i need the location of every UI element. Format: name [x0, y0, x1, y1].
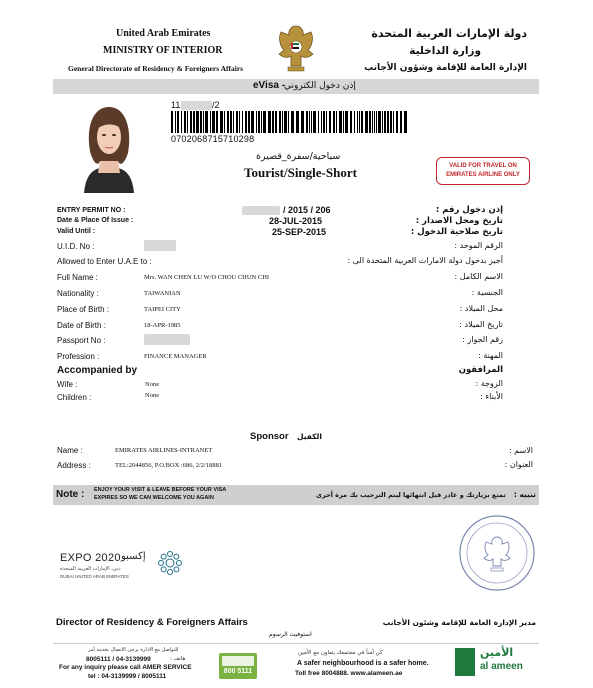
footer-tel: tel : 04-3139999 / 8005111 — [88, 673, 167, 680]
fees-ar: استوفيت الرسوم — [269, 631, 312, 638]
barcode-bar — [369, 111, 371, 133]
children-value: None — [145, 392, 160, 399]
profession-label: Profession : — [57, 352, 100, 361]
footer-divider — [53, 643, 539, 644]
country-ar: دولة الإمارات العربية المتحدة — [371, 27, 527, 40]
nationality-label: Nationality : — [57, 289, 99, 298]
barcode-bar — [216, 111, 218, 133]
redacted-passport — [144, 334, 190, 345]
expo-logo-en: EXPO 2020 — [60, 552, 121, 564]
barcode-bar — [187, 111, 188, 133]
uid-label-ar: الرقم الموحد : — [454, 241, 503, 250]
barcode-bar — [361, 111, 363, 133]
directorate-en: General Directorate of Residency & Foreigners Affairs — [68, 64, 244, 73]
accompanied-heading-ar: المرافقون — [458, 365, 503, 375]
barcode-number: 0702068715710298 — [171, 134, 255, 144]
barcode-bar — [313, 111, 316, 133]
barcode-bar — [263, 111, 266, 133]
barcode-bar — [245, 111, 247, 133]
sponsor-name-label: Name : — [57, 446, 83, 455]
alameen-toll: Toll free 8004888. www.alameen.ae — [295, 670, 403, 677]
barcode-bar — [400, 111, 402, 133]
date-birth-label: Date of Birth : — [57, 321, 106, 330]
country-en: United Arab Emirates — [116, 28, 211, 39]
barcode-bar — [248, 111, 250, 133]
nationality-value: TAIWANIAN — [144, 290, 181, 297]
accompanied-heading: Accompanied by — [57, 365, 138, 376]
applicant-photo — [80, 101, 138, 193]
valid-until-value: 25-SEP-2015 — [272, 227, 327, 237]
barcode-bar — [329, 111, 331, 133]
sponsor-name-label-ar: الاسم : — [508, 446, 533, 455]
barcode-bar — [224, 111, 225, 133]
barcode-top-suffix: /2 — [212, 100, 220, 110]
barcode-bar — [336, 111, 337, 133]
barcode-bar — [175, 111, 176, 133]
footer-contact-ar: للتواصل مع الادارة يرجى الاتصال بخدمة أمر — [88, 647, 179, 653]
allowed-label-ar: أجيز بدخول دولة الامارات العربية المتحدة الى : — [347, 256, 503, 265]
amer-badge-text: 800 5111 — [223, 668, 253, 675]
barcode-bar — [256, 111, 257, 133]
note-label-ar: تنبيه : — [513, 490, 536, 499]
full-name-label-ar: الاسم الكامل : — [454, 272, 503, 281]
sponsor-heading-ar: الكفيل — [297, 432, 322, 441]
barcode-bar — [382, 111, 383, 133]
barcode-bar — [205, 111, 208, 133]
barcode-bar — [190, 111, 192, 133]
barcode-bar — [318, 111, 319, 133]
official-seal — [457, 513, 537, 593]
barcode-bar — [333, 111, 335, 133]
redacted-uid — [144, 240, 176, 251]
ministry-ar: وزارة الداخلية — [409, 45, 481, 57]
profession-label-ar: المهنة : — [478, 351, 503, 360]
barcode-bar — [171, 111, 173, 133]
alameen-logo-mark — [455, 648, 475, 676]
barcode-bar — [210, 111, 211, 133]
sponsor-name-value: EMIRATES AIRLINES-INTRANET — [115, 447, 213, 454]
barcode-bar — [311, 111, 312, 133]
barcode-bar — [233, 111, 234, 133]
passport-label-ar: رقم الجواز : — [462, 335, 503, 344]
profession-value: FINANCE MANAGER — [144, 353, 207, 360]
expo-sub-en: DUBAI UNITED ARAB EMIRATES — [60, 574, 129, 579]
barcode-bar — [404, 111, 407, 133]
directorate-ar: الإدارة العامة للإقامة وشؤون الأجانب — [364, 63, 527, 73]
barcode-bar — [212, 111, 215, 133]
barcode-bar — [357, 111, 358, 133]
barcode-bar — [193, 111, 195, 133]
barcode-bar — [354, 111, 355, 133]
barcode-bar — [239, 111, 240, 133]
full-name-value: Mrs. WAN CHEN LU W/O CHOU CHUN CHI — [144, 274, 270, 281]
barcode-bar — [291, 111, 294, 133]
evisa-title: eVisa - — [253, 80, 286, 91]
date-place-issue-label: Date & Place Of Issue : — [57, 217, 134, 224]
barcode — [171, 111, 411, 133]
wife-label-ar: الزوجة : — [475, 379, 503, 388]
footer-phone-label-ar: هاتف : — [170, 656, 186, 662]
barcode-bar — [396, 111, 398, 133]
barcode-bar — [272, 111, 274, 133]
place-birth-value: TAIPEI CITY — [144, 306, 181, 313]
barcode-bar — [350, 111, 352, 133]
barcode-bar — [384, 111, 386, 133]
barcode-bar — [365, 111, 368, 133]
entry-permit-value: / 2015 / 206 — [283, 205, 331, 215]
nationality-label-ar: الجنسية : — [471, 288, 503, 297]
barcode-bar — [387, 111, 389, 133]
alameen-slogan: A safer neighbourhood is a safer home. — [297, 660, 429, 667]
barcode-bar — [378, 111, 381, 133]
barcode-bar — [196, 111, 199, 133]
barcode-bar — [339, 111, 342, 133]
barcode-bar — [306, 111, 308, 133]
barcode-bar — [220, 111, 223, 133]
airline-stamp-line2: EMIRATES AIRLINE ONLY — [446, 172, 520, 178]
barcode-bar — [236, 111, 238, 133]
place-birth-label-ar: محل الميلاد : — [459, 304, 503, 313]
date-issue-value: 28-JUL-2015 — [269, 216, 323, 226]
barcode-bar — [390, 111, 392, 133]
ministry-en: MINISTRY OF INTERIOR — [103, 45, 223, 56]
footer-inquiry: For any inquiry please call AMER SERVICE — [59, 664, 192, 671]
barcode-bar — [242, 111, 243, 133]
barcode-bar — [200, 111, 202, 133]
barcode-bar — [309, 111, 310, 133]
visa-type-ar: سياحية/سفرة_قصيرة — [256, 151, 341, 162]
evisa-title-ar: إذن دخول الكتروني — [284, 81, 356, 91]
barcode-bar — [282, 111, 283, 133]
airline-stamp — [436, 157, 530, 185]
barcode-bar — [251, 111, 254, 133]
expo-sub-ar: دبي، الإمارات العربية المتحدة — [60, 566, 121, 572]
amer-badge — [219, 653, 257, 679]
note-line1: ENJOY YOUR VISIT & LEAVE BEFORE YOUR VISA — [94, 487, 227, 493]
barcode-bar — [230, 111, 232, 133]
expo-emblem-icon — [155, 548, 185, 578]
barcode-bar — [268, 111, 271, 133]
footer-phones: 8005111 / 04-3139999 — [86, 656, 151, 663]
barcode-bar — [301, 111, 304, 133]
barcode-bar — [372, 111, 373, 133]
barcode-bar — [345, 111, 348, 133]
uae-emblem-icon — [274, 22, 318, 74]
barcode-bar — [284, 111, 287, 133]
allowed-label: Allowed to Enter U.A.E to : — [57, 257, 152, 266]
barcode-bar — [177, 111, 179, 133]
visa-type-en: Tourist/Single-Short — [244, 165, 357, 180]
barcode-bar — [359, 111, 360, 133]
date-place-issue-label-ar: تاريخ ومحل الاصدار : — [415, 216, 503, 226]
barcode-bar — [227, 111, 229, 133]
barcode-bar — [184, 111, 186, 133]
director-ar: مدير الإدارة العامة للإقامة وشئون الأجانب — [382, 618, 536, 627]
alameen-ar-line: كن أمناً في مجتمعك بتعاون مع الأمين — [298, 650, 383, 656]
barcode-bar — [321, 111, 322, 133]
full-name-label: Full Name : — [57, 273, 98, 282]
date-birth-label-ar: تاريخ الميلاد : — [459, 320, 503, 329]
barcode-bar — [343, 111, 344, 133]
date-birth-value: 18-APR-1985 — [144, 322, 181, 329]
barcode-top-number: 11 — [171, 100, 181, 110]
director-en: Director of Residency & Foreigners Affairs — [56, 617, 248, 628]
valid-until-label: Valid Until : — [57, 228, 96, 235]
barcode-bar — [326, 111, 327, 133]
barcode-bar — [288, 111, 289, 133]
barcode-bar — [279, 111, 281, 133]
redacted-number — [181, 101, 212, 110]
wife-value: None — [145, 381, 160, 388]
wife-label: Wife : — [57, 380, 78, 389]
barcode-bar — [258, 111, 260, 133]
note-line2: EXPIRES SO WE CAN WELCOME YOU AGAIN — [94, 495, 214, 501]
alameen-logo-ar: الأمين — [480, 646, 514, 659]
barcode-bar — [181, 111, 182, 133]
entry-permit-label: ENTRY PERMIT NO : — [57, 207, 126, 214]
barcode-bar — [323, 111, 325, 133]
children-label-ar: الأبناء : — [480, 392, 503, 401]
sponsor-address-label-ar: العنوان : — [504, 460, 533, 469]
sponsor-address-value: TEL:2044856, P.O.BOX :686, 2/2/18881 — [115, 462, 223, 469]
uid-label: U.I.D. No : — [57, 242, 95, 251]
sponsor-address-label: Address : — [57, 461, 91, 470]
barcode-bar — [376, 111, 377, 133]
barcode-bar — [261, 111, 262, 133]
barcode-bar — [203, 111, 204, 133]
valid-until-label-ar: تاريخ صلاحية الدخول : — [410, 227, 503, 237]
barcode-bar — [296, 111, 299, 133]
passport-label: Passport No : — [57, 336, 106, 345]
sponsor-heading: Sponsor — [250, 431, 289, 442]
note-text-ar: تمتع بزيارتك و غادر قبل انتهائها ليتم الترحيب بك مرة أخرى — [316, 491, 506, 499]
alameen-logo-en: al ameen — [480, 661, 523, 672]
children-label: Children : — [57, 393, 92, 402]
barcode-bar — [374, 111, 375, 133]
airline-stamp-line1: VALID FOR TRAVEL ON — [449, 163, 517, 169]
place-birth-label: Place of Birth : — [57, 305, 110, 314]
barcode-bar — [393, 111, 394, 133]
expo-logo-ar: إكسبو — [121, 551, 146, 562]
note-label: Note : — [56, 489, 85, 500]
entry-permit-label-ar: إذن دخول رقم : — [435, 205, 503, 215]
barcode-bar — [275, 111, 277, 133]
redacted-permit — [242, 206, 280, 215]
